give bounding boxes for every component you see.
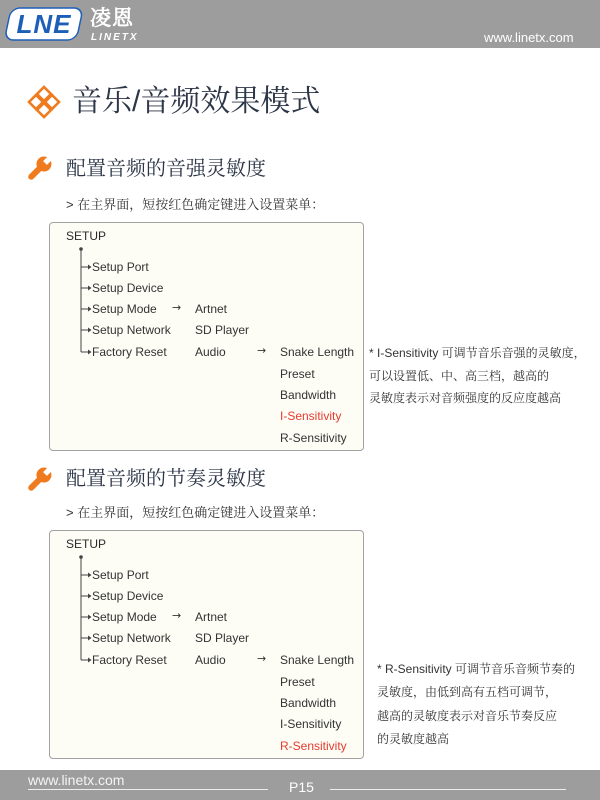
section-instruction: > 在主界面，短按红色确定键进入设置菜单： (66, 197, 325, 212)
mode-option-audio: Audio (195, 345, 226, 359)
audio-option-i-sensitivity: I-Sensitivity (280, 717, 342, 731)
menu-item-setup-port: Setup Port (92, 568, 149, 582)
audio-option-preset: Preset (280, 675, 315, 689)
section-heading-intensity: 配置音频的音强灵敏度 (66, 158, 266, 180)
audio-option-r-sensitivity: R-Sensitivity (280, 739, 347, 753)
menu-root: SETUP (66, 229, 107, 243)
menu-item-setup-mode: Setup Mode (92, 610, 157, 624)
wrench-icon (24, 154, 54, 184)
arrow-icon: → (172, 301, 182, 314)
header-url: www.linetx.com (484, 30, 574, 45)
mode-option-artnet: Artnet (195, 302, 228, 316)
mode-option-artnet: Artnet (195, 610, 228, 624)
wrench-icon (24, 465, 54, 495)
wrench-graphic (24, 465, 54, 495)
menu-item-setup-device: Setup Device (92, 589, 164, 603)
section-instruction: > 在主界面，短按红色确定键进入设置菜单： (66, 505, 325, 520)
logo-chinese-name: 凌恩 (90, 7, 134, 30)
footer-divider-right (330, 789, 566, 790)
tree-branch-arrowheads (88, 265, 92, 355)
menu-item-factory-reset: Factory Reset (92, 653, 167, 667)
arrow-icon: → (257, 652, 267, 665)
tree-branch-lines (81, 575, 88, 660)
note-i-sensitivity (369, 342, 586, 410)
note-line: * R-Sensitivity 可调节音乐音频节奏的 (377, 662, 576, 676)
note-line: 可以设置低、中、高三档，越高的 (369, 368, 550, 383)
diamond-cluster-graphic (27, 85, 61, 119)
section-heading-rhythm: 配置音频的节奏灵敏度 (66, 468, 266, 490)
linetx-logo (4, 4, 90, 44)
audio-option-bandwidth: Bandwidth (280, 696, 337, 710)
audio-option-preset: Preset (280, 367, 315, 381)
note-line: 灵敏度，由低到高有五档可调节， (377, 685, 558, 700)
setup-menu-diagram (49, 222, 364, 451)
audio-option-snake-length: Snake Length (280, 345, 355, 359)
arrow-icon: → (257, 344, 267, 357)
audio-option-r-sensitivity: R-Sensitivity (280, 431, 347, 445)
arrow-icon: → (172, 609, 182, 622)
mode-option-audio: Audio (195, 653, 226, 667)
diamond-cluster-icon (27, 85, 61, 119)
page-number: P15 (289, 779, 314, 795)
menu-item-setup-network: Setup Network (92, 631, 171, 645)
setup-menu-diagram (49, 530, 364, 759)
mode-option-sd-player: SD Player (195, 323, 250, 337)
note-line: * I-Sensitivity 可调节音乐音强的灵敏度， (369, 346, 586, 360)
audio-option-bandwidth: Bandwidth (280, 388, 337, 402)
logo-english-name: LINETX (91, 32, 139, 43)
audio-option-i-sensitivity: I-Sensitivity (280, 409, 342, 423)
note-line: 的灵敏度越高 (377, 731, 450, 746)
note-line: 越高的灵敏度表示对音乐节奏反应 (377, 708, 558, 723)
mode-option-sd-player: SD Player (195, 631, 250, 645)
menu-item-setup-mode: Setup Mode (92, 302, 157, 316)
menu-root: SETUP (66, 537, 107, 551)
menu-item-setup-port: Setup Port (92, 260, 149, 274)
diamond-outlines (29, 87, 59, 117)
logo-mark: LNE (16, 9, 72, 39)
wrench-graphic (24, 154, 54, 184)
menu-item-setup-network: Setup Network (92, 323, 171, 337)
note-r-sensitivity (377, 658, 575, 751)
header-bar (0, 0, 600, 48)
tree-branch-lines (81, 267, 88, 352)
tree-branch-arrowheads (88, 573, 92, 663)
audio-option-snake-length: Snake Length (280, 653, 355, 667)
page-title: 音乐/音频效果模式 (72, 85, 321, 118)
menu-item-setup-device: Setup Device (92, 281, 164, 295)
footer-divider-left (28, 789, 268, 790)
note-line: 灵敏度表示对音频强度的反应度越高 (369, 391, 562, 405)
menu-item-factory-reset: Factory Reset (92, 345, 167, 359)
footer-url: www.linetx.com (28, 772, 125, 788)
